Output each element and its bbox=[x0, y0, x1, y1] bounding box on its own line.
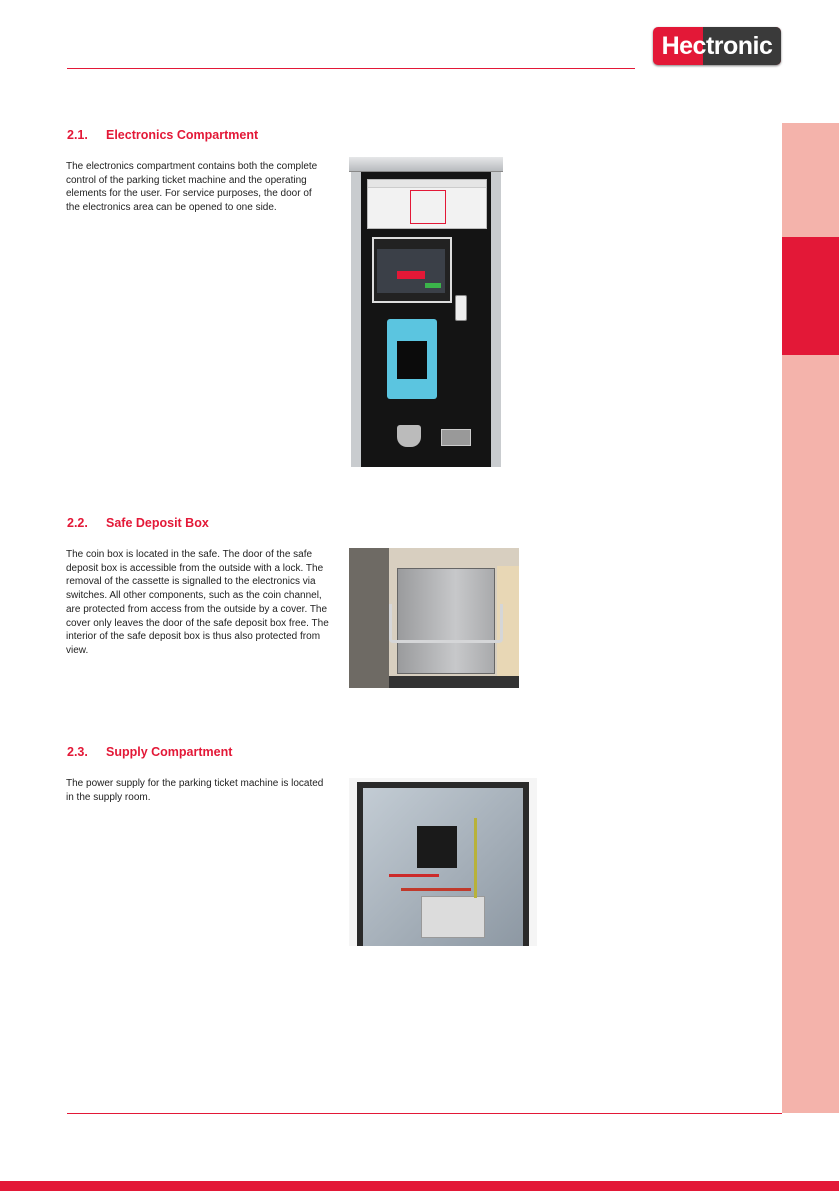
section-paragraph-supply bbox=[66, 777, 338, 804]
footer-rule bbox=[67, 1113, 782, 1114]
paragraph-line: interior of the safe deposit box is thus also protected from bbox=[66, 631, 321, 643]
section-number: 2.1. bbox=[67, 128, 88, 142]
section-title: Safe Deposit Box bbox=[106, 516, 209, 530]
section-number: 2.2. bbox=[67, 516, 88, 530]
paragraph-line: view. bbox=[66, 644, 89, 656]
section-title: Electronics Compartment bbox=[106, 128, 259, 142]
electronics-compartment-photo bbox=[349, 157, 503, 469]
section-number: 2.3. bbox=[67, 745, 88, 759]
hectronic-logo bbox=[653, 27, 781, 65]
paragraph-line: elements for the user. For service purposes, the door of bbox=[66, 188, 312, 200]
paragraph-line: in the supply room. bbox=[66, 791, 151, 803]
section-title: Supply Compartment bbox=[106, 745, 233, 759]
footer-bar bbox=[0, 1181, 839, 1191]
paragraph-line: are protected from access from the outside by a cover. The bbox=[66, 603, 328, 615]
paragraph-line: deposit box is accessible from the outside with a lock. The bbox=[66, 562, 324, 574]
safe-deposit-box-photo bbox=[349, 548, 519, 688]
section-paragraph-safe bbox=[66, 548, 338, 658]
paragraph-line: the electronics area can be opened to one side. bbox=[66, 202, 277, 214]
paragraph-line: control of the parking ticket machine and the operating bbox=[66, 174, 307, 186]
paragraph-line: switches. All other components, such as the coin channel, bbox=[66, 590, 322, 602]
section-heading-safe bbox=[67, 516, 209, 530]
supply-compartment-photo bbox=[349, 778, 537, 946]
paragraph-line: The electronics compartment contains both the complete bbox=[66, 161, 318, 172]
paragraph-line: The power supply for the parking ticket machine is located bbox=[66, 778, 324, 789]
paragraph-line: cover only leaves the door of the safe deposit box free. The bbox=[66, 617, 329, 629]
header-rule bbox=[67, 68, 635, 69]
logo-text: Hectronic bbox=[661, 32, 773, 60]
side-tab-active bbox=[782, 237, 839, 355]
paragraph-line: The coin box is located in the safe. The door of the safe bbox=[66, 549, 313, 560]
section-heading-supply bbox=[67, 745, 232, 759]
paragraph-line: removal of the cassette is signalled to the electronics via bbox=[66, 576, 316, 588]
section-heading-electronics bbox=[67, 128, 258, 142]
section-paragraph-electronics bbox=[66, 160, 338, 215]
